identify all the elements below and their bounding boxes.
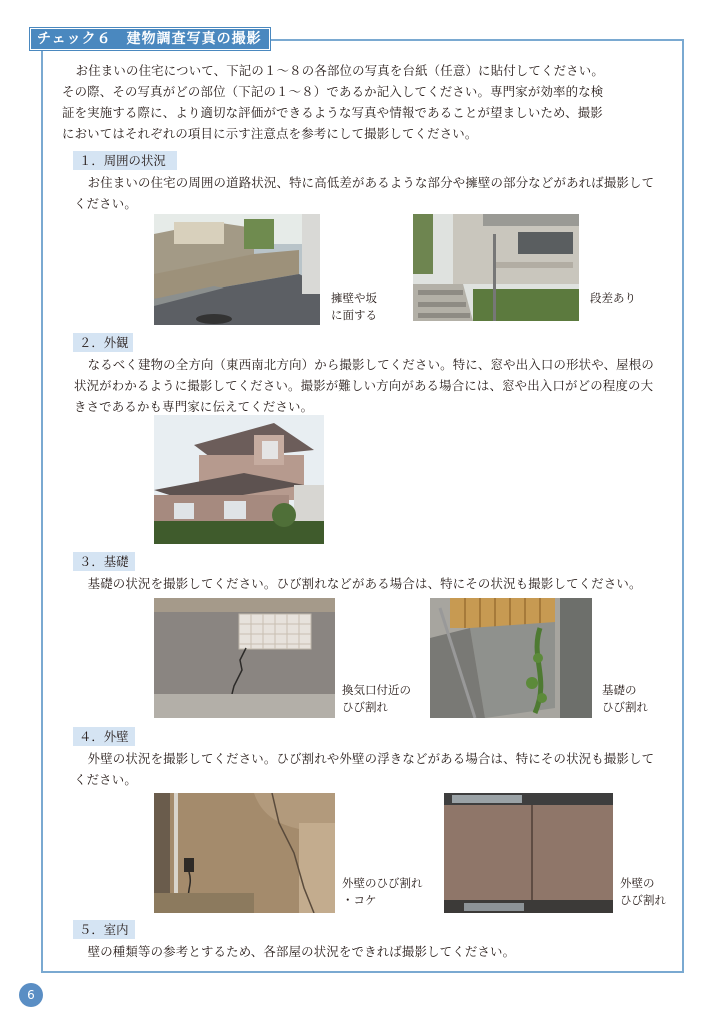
- photo-wall-crack: [444, 793, 613, 913]
- section-text-interior: 壁の種類等の参考とするため、各部屋の状況をできれば撮影してください。: [87, 944, 516, 959]
- intro-line: お住まいの住宅について、下記の１～８の各部位の写真を台紙（任意）に貼付してください。: [75, 63, 604, 78]
- page-title: チェック６ 建物調査写真の撮影: [30, 28, 270, 50]
- caption-retaining-wall: 擁壁や坂 に面する: [331, 291, 377, 322]
- caption-wall-crack: 外壁の ひび割れ: [620, 876, 666, 907]
- section-heading-surroundings: １．周囲の状況: [73, 151, 177, 170]
- photo-foundation-crack: [430, 598, 592, 718]
- section-text-exterior: なるべく建物の全方向（東西南北方向）から撮影してください。特に、窓や出入口の形状や、屋根の状況がわかるように撮影してください。撮影が難しい方向がある場合には、窓や出入口がどの程度の大きさであるかも専門家に伝えてください。: [74, 357, 654, 414]
- page-number: 6: [19, 983, 43, 1007]
- photo-house-exterior: [154, 415, 324, 544]
- intro-line: その際、その写真がどの部位（下記の１～８）であるか記入してください。専門家が効率的な検: [62, 84, 604, 99]
- intro-line: においてはそれぞれの項目に示す注意点を参考にして撮影してください。: [62, 126, 478, 141]
- caption-wall-crack-moss: 外壁のひび割れ ・コケ: [342, 876, 423, 907]
- section-text-outer-wall: 外壁の状況を撮影してください。ひび割れや外壁の浮きなどがある場合は、特にその状況も撮影してください。: [74, 751, 655, 787]
- section-heading-interior: ５．室内: [73, 920, 135, 939]
- photo-wall-crack-moss: [154, 793, 335, 913]
- photo-steps: [413, 214, 579, 321]
- section-text-foundation: 基礎の状況を撮影してください。ひび割れなどがある場合は、特にその状況も撮影してください。: [87, 576, 642, 591]
- photo-retaining-wall-slope: [154, 214, 320, 325]
- intro-line: 証を実施する際に、より適切な評価ができるような写真や情報であることが望ましいため、撮影: [62, 105, 603, 120]
- section-heading-exterior: ２．外観: [73, 333, 133, 352]
- section-heading-outer-wall: ４．外壁: [73, 727, 135, 746]
- intro-paragraph: [62, 60, 662, 144]
- section-heading-foundation: ３．基礎: [73, 552, 135, 571]
- photo-vent-crack: [154, 598, 335, 718]
- caption-vent-crack: 換気口付近の ひび割れ: [342, 683, 411, 714]
- caption-steps: 段差あり: [590, 291, 636, 305]
- section-text-surroundings: お住まいの住宅の周囲の道路状況、特に高低差があるような部分や擁壁の部分などがあれば撮影してください。: [74, 175, 655, 211]
- caption-foundation-crack: 基礎の ひび割れ: [602, 683, 648, 714]
